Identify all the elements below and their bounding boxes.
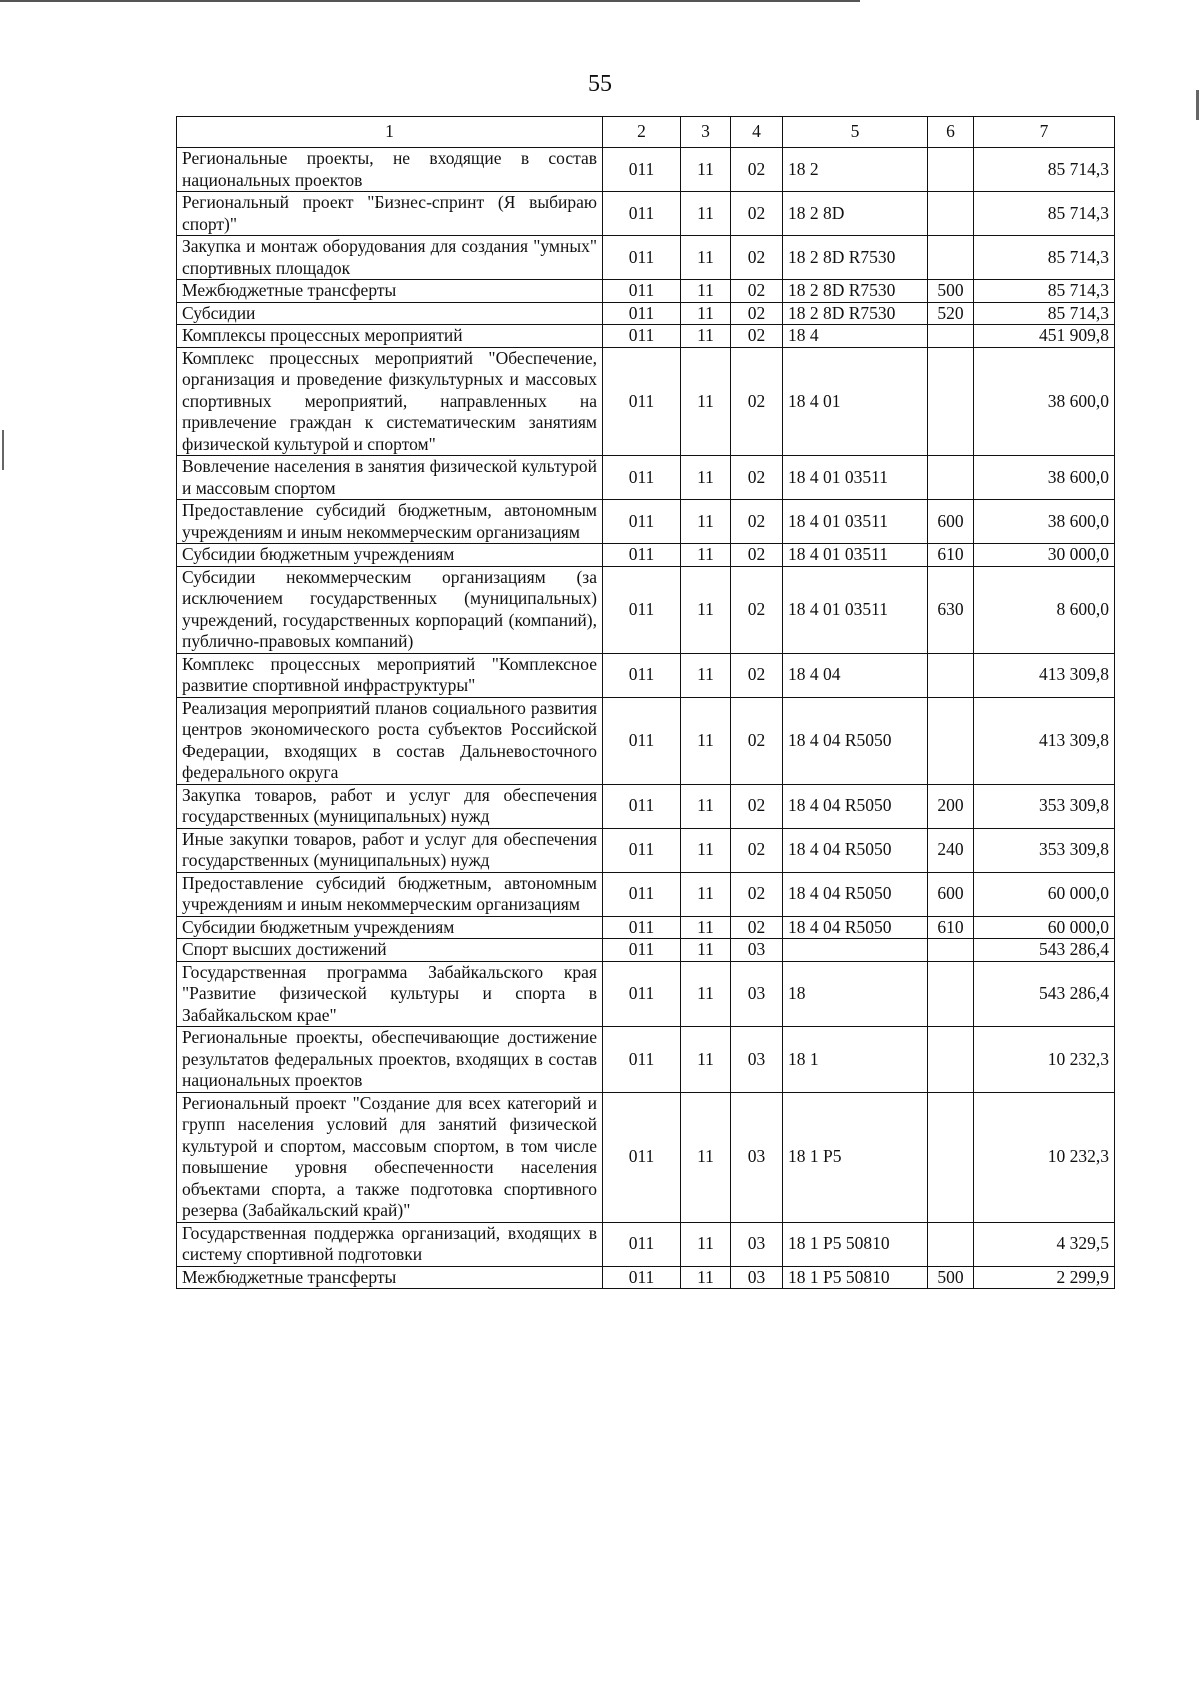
target-article-cell: 18 2 8D R7530 <box>783 302 928 325</box>
row-name-cell: Государственная программа Забайкальского края "Развитие физической культуры и спорта в Забайкальском крае" <box>177 961 603 1027</box>
target-article-cell: 18 4 01 <box>783 347 928 456</box>
table-row <box>177 456 1115 500</box>
table-body <box>177 148 1115 1289</box>
expense-type-cell <box>928 192 974 236</box>
amount-cell: 85 714,3 <box>974 192 1115 236</box>
page-number: 55 <box>588 71 612 97</box>
table-row <box>177 1222 1115 1266</box>
target-article-cell: 18 2 8D R7530 <box>783 236 928 280</box>
expense-type-cell <box>928 961 974 1027</box>
expense-type-cell <box>928 1092 974 1222</box>
column-header: 3 <box>681 117 731 148</box>
subsection-code-cell: 02 <box>731 784 783 828</box>
ministry-code-cell: 011 <box>603 347 681 456</box>
row-name-cell: Государственная поддержка организаций, входящих в систему спортивной подготовки <box>177 1222 603 1266</box>
amount-cell: 413 309,8 <box>974 653 1115 697</box>
amount-cell: 38 600,0 <box>974 456 1115 500</box>
expense-type-cell: 600 <box>928 500 974 544</box>
table-row <box>177 961 1115 1027</box>
amount-cell: 10 232,3 <box>974 1027 1115 1093</box>
section-code-cell: 11 <box>681 784 731 828</box>
table-row <box>177 1027 1115 1093</box>
row-name-cell: Региональные проекты, обеспечивающие достижение результатов федеральных проектов, входящих в состав национальных проектов <box>177 1027 603 1093</box>
row-name-cell: Вовлечение населения в занятия физической культурой и массовым спортом <box>177 456 603 500</box>
target-article-cell: 18 1 P5 50810 <box>783 1266 928 1289</box>
ministry-code-cell: 011 <box>603 148 681 192</box>
subsection-code-cell: 02 <box>731 500 783 544</box>
row-name-cell: Комплекс процессных мероприятий "Комплексное развитие спортивной инфраструктуры" <box>177 653 603 697</box>
amount-cell: 38 600,0 <box>974 347 1115 456</box>
target-article-cell: 18 2 8D <box>783 192 928 236</box>
target-article-cell: 18 4 04 R5050 <box>783 697 928 784</box>
target-article-cell: 18 4 04 R5050 <box>783 872 928 916</box>
row-name-cell: Субсидии бюджетным учреждениям <box>177 916 603 939</box>
section-code-cell: 11 <box>681 653 731 697</box>
table-row <box>177 192 1115 236</box>
subsection-code-cell: 02 <box>731 192 783 236</box>
expense-type-cell: 610 <box>928 544 974 567</box>
section-code-cell: 11 <box>681 916 731 939</box>
section-code-cell: 11 <box>681 500 731 544</box>
target-article-cell: 18 4 04 R5050 <box>783 916 928 939</box>
expense-type-cell: 500 <box>928 280 974 303</box>
ministry-code-cell: 011 <box>603 961 681 1027</box>
subsection-code-cell: 03 <box>731 939 783 962</box>
target-article-cell: 18 4 01 03511 <box>783 500 928 544</box>
table-row <box>177 347 1115 456</box>
ministry-code-cell: 011 <box>603 456 681 500</box>
table-row <box>177 500 1115 544</box>
section-code-cell: 11 <box>681 148 731 192</box>
budget-table <box>176 116 1115 1289</box>
row-name-cell: Региональный проект "Бизнес-спринт (Я выбираю спорт)" <box>177 192 603 236</box>
table-row <box>177 784 1115 828</box>
expense-type-cell: 200 <box>928 784 974 828</box>
table-row <box>177 828 1115 872</box>
target-article-cell: 18 2 <box>783 148 928 192</box>
ministry-code-cell: 011 <box>603 544 681 567</box>
row-name-cell: Предоставление субсидий бюджетным, автономным учреждениям и иным некоммерческим организациям <box>177 500 603 544</box>
target-article-cell: 18 4 04 R5050 <box>783 828 928 872</box>
table-row <box>177 653 1115 697</box>
ministry-code-cell: 011 <box>603 872 681 916</box>
table-row <box>177 302 1115 325</box>
section-code-cell: 11 <box>681 1027 731 1093</box>
expense-type-cell <box>928 236 974 280</box>
subsection-code-cell: 02 <box>731 872 783 916</box>
ministry-code-cell: 011 <box>603 939 681 962</box>
target-article-cell: 18 1 P5 50810 <box>783 1222 928 1266</box>
scan-top-border <box>0 0 860 2</box>
target-article-cell: 18 4 01 03511 <box>783 456 928 500</box>
amount-cell: 8 600,0 <box>974 566 1115 653</box>
target-article-cell: 18 4 04 R5050 <box>783 784 928 828</box>
ministry-code-cell: 011 <box>603 1266 681 1289</box>
ministry-code-cell: 011 <box>603 1027 681 1093</box>
section-code-cell: 11 <box>681 1222 731 1266</box>
target-article-cell: 18 <box>783 961 928 1027</box>
section-code-cell: 11 <box>681 280 731 303</box>
row-name-cell: Закупка и монтаж оборудования для создания "умных" спортивных площадок <box>177 236 603 280</box>
row-name-cell: Комплекс процессных мероприятий "Обеспечение, организация и проведение физкультурных и массовых спортивных мероприятий, направленных на привлечение граждан к систематическим занятиям физической культурой и спортом" <box>177 347 603 456</box>
row-name-cell: Межбюджетные трансферты <box>177 280 603 303</box>
subsection-code-cell: 03 <box>731 1222 783 1266</box>
row-name-cell: Региональные проекты, не входящие в состав национальных проектов <box>177 148 603 192</box>
row-name-cell: Закупка товаров, работ и услуг для обеспечения государственных (муниципальных) нужд <box>177 784 603 828</box>
table-row <box>177 325 1115 348</box>
table-row <box>177 544 1115 567</box>
row-name-cell: Субсидии <box>177 302 603 325</box>
expense-type-cell <box>928 456 974 500</box>
subsection-code-cell: 02 <box>731 697 783 784</box>
amount-cell: 2 299,9 <box>974 1266 1115 1289</box>
amount-cell: 10 232,3 <box>974 1092 1115 1222</box>
table-row <box>177 697 1115 784</box>
ministry-code-cell: 011 <box>603 1092 681 1222</box>
expense-type-cell: 240 <box>928 828 974 872</box>
expense-type-cell <box>928 1027 974 1093</box>
subsection-code-cell: 02 <box>731 653 783 697</box>
amount-cell: 60 000,0 <box>974 872 1115 916</box>
section-code-cell: 11 <box>681 1266 731 1289</box>
target-article-cell: 18 2 8D R7530 <box>783 280 928 303</box>
row-name-cell: Спорт высших достижений <box>177 939 603 962</box>
amount-cell: 85 714,3 <box>974 236 1115 280</box>
subsection-code-cell: 02 <box>731 280 783 303</box>
subsection-code-cell: 02 <box>731 302 783 325</box>
row-name-cell: Иные закупки товаров, работ и услуг для обеспечения государственных (муниципальных) нужд <box>177 828 603 872</box>
ministry-code-cell: 011 <box>603 1222 681 1266</box>
subsection-code-cell: 02 <box>731 347 783 456</box>
amount-cell: 543 286,4 <box>974 939 1115 962</box>
amount-cell: 353 309,8 <box>974 828 1115 872</box>
section-code-cell: 11 <box>681 872 731 916</box>
section-code-cell: 11 <box>681 566 731 653</box>
subsection-code-cell: 02 <box>731 916 783 939</box>
amount-cell: 451 909,8 <box>974 325 1115 348</box>
target-article-cell: 18 4 01 03511 <box>783 566 928 653</box>
ministry-code-cell: 011 <box>603 828 681 872</box>
ministry-code-cell: 011 <box>603 192 681 236</box>
row-name-cell: Субсидии некоммерческим организациям (за исключением государственных (муниципальных) учреждений, государственных корпораций (компаний), публично-правовых компаний) <box>177 566 603 653</box>
column-header: 4 <box>731 117 783 148</box>
row-name-cell: Реализация мероприятий планов социального развития центров экономического роста субъектов Российской Федерации, входящих в состав Дальневосточного федерального округа <box>177 697 603 784</box>
row-name-cell: Межбюджетные трансферты <box>177 1266 603 1289</box>
ministry-code-cell: 011 <box>603 280 681 303</box>
target-article-cell: 18 4 <box>783 325 928 348</box>
section-code-cell: 11 <box>681 939 731 962</box>
target-article-cell: 18 4 04 <box>783 653 928 697</box>
expense-type-cell <box>928 1222 974 1266</box>
row-name-cell: Региональный проект "Создание для всех категорий и групп населения условий для занятий физической культурой и спортом, массовым спортом, в том числе повышение уровня обеспеченности населения объектами спорта, а также подготовка спортивного резерва (Забайкальский край)" <box>177 1092 603 1222</box>
expense-type-cell <box>928 347 974 456</box>
table-row <box>177 916 1115 939</box>
column-header: 1 <box>177 117 603 148</box>
expense-type-cell: 630 <box>928 566 974 653</box>
expense-type-cell <box>928 939 974 962</box>
table-row <box>177 1092 1115 1222</box>
expense-type-cell: 610 <box>928 916 974 939</box>
target-article-cell <box>783 939 928 962</box>
column-header: 6 <box>928 117 974 148</box>
table-header-row <box>177 117 1115 148</box>
amount-cell: 543 286,4 <box>974 961 1115 1027</box>
amount-cell: 38 600,0 <box>974 500 1115 544</box>
ministry-code-cell: 011 <box>603 566 681 653</box>
section-code-cell: 11 <box>681 697 731 784</box>
subsection-code-cell: 02 <box>731 566 783 653</box>
table-row <box>177 939 1115 962</box>
row-name-cell: Субсидии бюджетным учреждениям <box>177 544 603 567</box>
subsection-code-cell: 02 <box>731 544 783 567</box>
column-header: 5 <box>783 117 928 148</box>
expense-type-cell <box>928 697 974 784</box>
amount-cell: 413 309,8 <box>974 697 1115 784</box>
ministry-code-cell: 011 <box>603 325 681 348</box>
section-code-cell: 11 <box>681 544 731 567</box>
section-code-cell: 11 <box>681 236 731 280</box>
ministry-code-cell: 011 <box>603 500 681 544</box>
subsection-code-cell: 02 <box>731 456 783 500</box>
amount-cell: 85 714,3 <box>974 280 1115 303</box>
target-article-cell: 18 4 01 03511 <box>783 544 928 567</box>
table-row <box>177 566 1115 653</box>
subsection-code-cell: 02 <box>731 828 783 872</box>
section-code-cell: 11 <box>681 302 731 325</box>
table-row <box>177 280 1115 303</box>
ministry-code-cell: 011 <box>603 653 681 697</box>
amount-cell: 85 714,3 <box>974 148 1115 192</box>
ministry-code-cell: 011 <box>603 697 681 784</box>
table-row <box>177 1266 1115 1289</box>
section-code-cell: 11 <box>681 325 731 348</box>
section-code-cell: 11 <box>681 961 731 1027</box>
section-code-cell: 11 <box>681 192 731 236</box>
subsection-code-cell: 03 <box>731 1266 783 1289</box>
section-code-cell: 11 <box>681 1092 731 1222</box>
subsection-code-cell: 03 <box>731 961 783 1027</box>
target-article-cell: 18 1 <box>783 1027 928 1093</box>
subsection-code-cell: 02 <box>731 148 783 192</box>
row-name-cell: Предоставление субсидий бюджетным, автономным учреждениям и иным некоммерческим организациям <box>177 872 603 916</box>
ministry-code-cell: 011 <box>603 236 681 280</box>
scan-edge-mark <box>2 430 4 470</box>
subsection-code-cell: 03 <box>731 1027 783 1093</box>
ministry-code-cell: 011 <box>603 916 681 939</box>
column-header: 7 <box>974 117 1115 148</box>
expense-type-cell: 500 <box>928 1266 974 1289</box>
ministry-code-cell: 011 <box>603 302 681 325</box>
table-row <box>177 148 1115 192</box>
section-code-cell: 11 <box>681 828 731 872</box>
table-row <box>177 872 1115 916</box>
ministry-code-cell: 011 <box>603 784 681 828</box>
subsection-code-cell: 02 <box>731 236 783 280</box>
section-code-cell: 11 <box>681 456 731 500</box>
expense-type-cell <box>928 653 974 697</box>
amount-cell: 4 329,5 <box>974 1222 1115 1266</box>
table-row <box>177 236 1115 280</box>
column-header: 2 <box>603 117 681 148</box>
amount-cell: 85 714,3 <box>974 302 1115 325</box>
expense-type-cell <box>928 325 974 348</box>
expense-type-cell: 600 <box>928 872 974 916</box>
amount-cell: 30 000,0 <box>974 544 1115 567</box>
amount-cell: 353 309,8 <box>974 784 1115 828</box>
section-code-cell: 11 <box>681 347 731 456</box>
target-article-cell: 18 1 P5 <box>783 1092 928 1222</box>
subsection-code-cell: 03 <box>731 1092 783 1222</box>
row-name-cell: Комплексы процессных мероприятий <box>177 325 603 348</box>
expense-type-cell: 520 <box>928 302 974 325</box>
expense-type-cell <box>928 148 974 192</box>
subsection-code-cell: 02 <box>731 325 783 348</box>
amount-cell: 60 000,0 <box>974 916 1115 939</box>
